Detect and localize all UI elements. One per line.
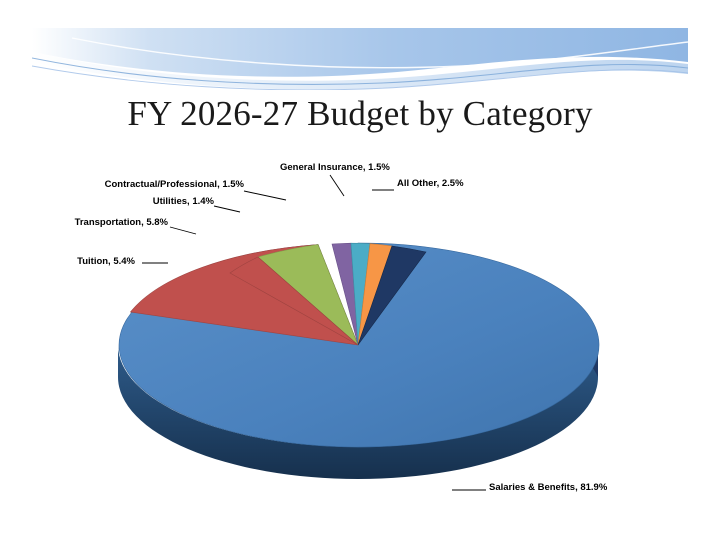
pie-chart: [0, 150, 720, 540]
data-label-salaries-benefits: Salaries & Benefits, 81.9%: [489, 482, 608, 493]
data-label-utilities: Utilities, 1.4%: [152, 196, 214, 207]
data-label-all-other: All Other, 2.5%: [397, 178, 464, 189]
pie-chart-graphic: [108, 195, 608, 515]
leader-general-insurance: [330, 175, 344, 196]
data-label-contractual: Contractual/Professional, 1.5%: [104, 179, 244, 190]
data-label-transportation: Transportation, 5.8%: [74, 217, 168, 228]
decorative-header-band: [32, 28, 688, 90]
page-title: FY 2026-27 Budget by Category: [127, 94, 593, 133]
header-swoosh-graphic: [32, 28, 688, 90]
data-label-general-insurance: General Insurance, 1.5%: [280, 162, 390, 173]
data-label-tuition: Tuition, 5.4%: [77, 256, 135, 267]
